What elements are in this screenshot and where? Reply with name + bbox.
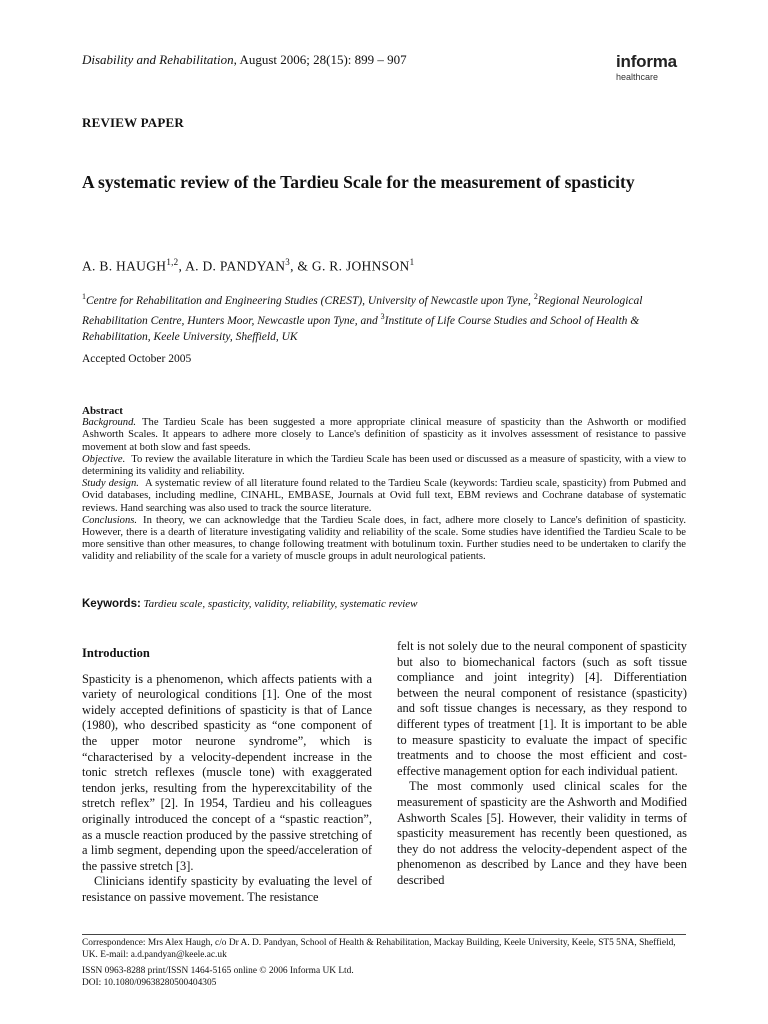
journal-citation (82, 52, 407, 68)
keywords (82, 598, 686, 610)
affiliation-mark: 3 (380, 311, 385, 321)
abstract-section-text: To review the available literature in which the Tardieu Scale has been used or discussed as a measure of spasticity, with a view to determining its validity and reliability. (82, 453, 686, 478)
abstract-section-text: The Tardieu Scale has been suggested a more appropriate clinical measure of spasticity than the Ashworth or modified Ashworth Scales. It appears to adhere more closely to Lance's definition of spasticity as it involves assessment of resistance to passive movement at both slow and fast speeds. (82, 417, 686, 453)
footer-divider (82, 934, 686, 935)
abstract-heading: Abstract (82, 405, 123, 417)
body-paragraph: Spasticity is a phenomenon, which affects patients with a variety of neurological conditions [1]. One of the most widely accepted definitions of spasticity is that of Lance (1980), who described spasticity as “one component of the upper motor neurone syndrome”, which is “characterised by a velocity-dependent increase in the tonic stretch reflexes (muscle tone) with exaggerated tendon jerks, resulting from the hyperexcitability of the stretch reflex” [2]. In 1954, Tardieu and his colleagues originally introduced the concept of a “spastic reaction”, as a muscle reaction produced by the passive stretching of a limb segment, depending upon the speed/acceleration of the passive stretch [3]. (82, 671, 372, 873)
journal-issue: , August 2006; 28(15): 899 – 907 (233, 52, 407, 67)
author-affiliation-mark: 1 (409, 257, 415, 267)
affiliation-mark: 2 (533, 292, 538, 301)
abstract-conclusions (82, 515, 686, 564)
article-title: A systematic review of the Tardieu Scale for the measurement of spasticity (82, 172, 635, 192)
journal-name: Disability and Rehabilitation (82, 52, 234, 67)
author-name: A. D. PANDYAN (185, 258, 286, 274)
keywords-text: Tardieu scale, spasticity, validity, reliability, systematic review (143, 598, 418, 610)
affiliation-mark: 1 (82, 292, 86, 301)
issn-line: ISSN 0963-8288 print/ISSN 1464-5165 online © 2006 Informa UK Ltd. (82, 965, 354, 976)
correspondence-note: Correspondence: Mrs Alex Haugh, c/o Dr A. D. Pandyan, School of Health & Rehabilitation, Mackay Building, Keele University, Keele, ST5 5NA, Sheffield, UK. E-mail: a.d.pandyan@keele.ac.uk (82, 938, 676, 961)
abstract-section-label: Objective. (82, 453, 126, 465)
abstract-section-label: Conclusions. (82, 514, 138, 526)
abstract-study-design (82, 478, 686, 515)
body-paragraph: Clinicians identify spasticity by evaluating the level of resistance on passive movement. The resistance (82, 874, 372, 904)
author-name: G. R. JOHNSON (311, 258, 410, 274)
keywords-label: Keywords: (82, 598, 141, 610)
affiliation-text: Regional Neurological Rehabilitation Centre, Hunters Moor, Newcastle upon Tyne, and (82, 294, 643, 327)
affiliations (82, 289, 686, 345)
author-list (82, 257, 682, 275)
section-label: REVIEW PAPER (82, 115, 184, 130)
publisher-logo (616, 52, 706, 82)
abstract-section-text: In theory, we can acknowledge that the Tardieu Scale does, in fact, adhere more closely to Lance's definition of spasticity. However, there is a dearth of literature investigating validity and reliability of the scale. Some studies have identified the Tardieu Scale to be more sensitive than other measures, to change following treatment with botulinum toxin. Further studies need to be undertaken to clarify the validity and reliability of the scale for a variety of muscle groups in adult neurological patients. (82, 514, 686, 563)
author-affiliation-mark: 3 (285, 257, 291, 267)
abstract-section-label: Study design. (82, 478, 139, 490)
abstract-background (82, 417, 686, 454)
body-paragraph: The most commonly used clinical scales for the measurement of spasticity are the Ashworth and Modified Ashworth Scales [5]. However, their validity in terms of spasticity measurement has recently been questioned, as they do not address the velocity-dependent aspect of the phenomenon as described by Lance and they have been described (397, 779, 687, 887)
affiliation-text: Institute of Life Course Studies and School of Health & Rehabilitation, Keele University, Sheffield, UK (82, 314, 640, 343)
author-name: A. B. HAUGH (82, 258, 167, 274)
abstract-objective (82, 454, 686, 478)
accepted-date: Accepted October 2005 (82, 353, 192, 365)
doi-line: DOI: 10.1080/09638280500404305 (82, 978, 217, 989)
author-separator: , (178, 258, 186, 274)
abstract-section-text: A systematic review of all literature found related to the Tardieu Scale (keywords: Tardieu scale, spasticity) from Pubmed and Ovid databases, including medline, CINAHL, EMBASE, Journals at Ovid full text, EBM reviews and Cochrane database of systematic reviews. Hand searching was also used to track the source literature. (82, 478, 686, 514)
page-footer (82, 937, 686, 990)
abstract-section-label: Background. (82, 417, 137, 429)
body-paragraph: felt is not solely due to the neural component of spasticity but also to biomechanical factors (such as soft tissue compliance and joint integrity) [4]. Differentiation between the neural component of resistance (spasticity) and soft tissue changes is necessary, as they respond to different types of treatment [1]. It is important to be able to measure spasticity to evaluate the impact of specific treatments and to choose the most efficient and cost-effective management option for each individual patient. (397, 639, 687, 778)
publisher-name: informa (616, 52, 677, 71)
affiliation-text: Centre for Rehabilitation and Engineering Studies (CREST), University of Newcastle upon Tyne, (86, 294, 534, 307)
body-column-right (397, 639, 687, 889)
section-heading-introduction: Introduction (82, 646, 150, 660)
author-separator: , & (290, 258, 312, 274)
abstract (82, 405, 686, 564)
author-affiliation-mark: 1,2 (166, 257, 179, 267)
body-column-left (82, 646, 372, 906)
publisher-subtitle: healthcare (616, 72, 659, 82)
